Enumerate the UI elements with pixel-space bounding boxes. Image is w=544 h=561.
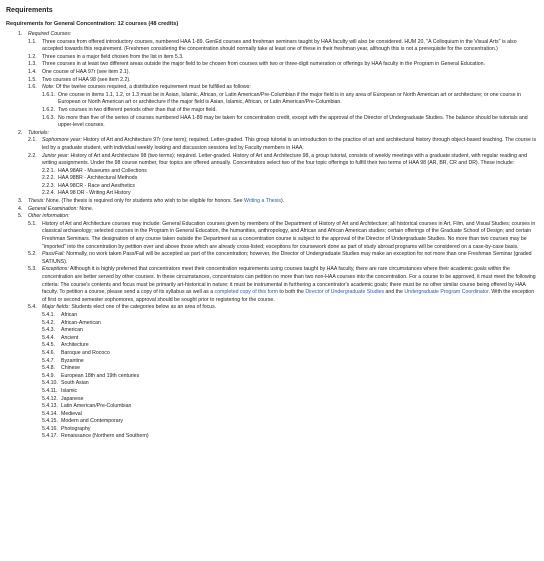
item-text: . With the exception of first or second semester sophomores, approval should be sought prior to registering for the course. xyxy=(42,289,535,303)
program-coordinator-link[interactable]: Undergraduate Program Coordinator xyxy=(404,289,489,296)
section-label: Other information: xyxy=(28,213,70,220)
item-label: Pass/Fail: xyxy=(42,251,65,258)
list-item xyxy=(28,54,538,62)
list-item xyxy=(42,175,538,183)
list-item xyxy=(28,153,538,168)
item-text: Three courses from offered introductory courses, numbered HAA 1-89. GenEd courses and freshman seminars taught by HAA faculty will also be considered. HUM 20, "A Colloquium in the Visual Arts" is also accepted towards this requirement. (Freshmen considering the concentration should normally take at least one of these in their freshman year, although this is not a prerequisite for the concentration.) xyxy=(42,38,517,53)
item-number: 5.4.5. xyxy=(42,342,55,349)
section-number: 5. xyxy=(18,213,23,220)
item-number: 5.4.6. xyxy=(42,349,55,356)
item-number: 5.4. xyxy=(28,304,37,311)
item-text: History of Art and Architecture 97r (one term); required. Letter-graded. This group tutorial is an introduction to the practice of art and architectural history through object-based teaching. The course is led by a graduate student, with individual weekly looking and discussion sessions led by Faculty members in HAA. xyxy=(42,137,537,151)
section-thesis xyxy=(18,198,538,206)
item-text: Although it is highly preferred that concentrators meet their concentration requirements using courses taught by HAA faculty, there are rare circumstances where their academic goals within the concentration are better served by other courses. In these circumstances, concentrators can petition no more than two non-HAA courses into the concentration. For a course to be approved, it must meet the following criteria: The course's contents and focus must be primarily art-historical in nature; it must be instrumental in furthering a concentrator's academic goals; there must be no other similar course being offered by HAA faculty. To petition a course, please send a copy of its syllabus as well as a xyxy=(42,266,536,296)
item-number: 5.2. xyxy=(28,251,37,258)
item-number: 5.4.7. xyxy=(42,357,55,364)
major-field: Modern and Contemporary xyxy=(61,418,123,425)
section-general-examination xyxy=(18,206,538,214)
item-text: Normally, no work taken Pass/Fail will be accepted as part of the concentration; however, the Director of Undergraduate Studies may make an exception for not more than one Freshman Seminar (graded SAT/UNS). xyxy=(42,251,532,265)
section-number: 1. xyxy=(18,31,23,37)
note-label: Note: xyxy=(42,84,55,91)
item-number: 2.2.2. xyxy=(42,175,55,182)
item-text: HAA 98CR - Race and Aesthetics xyxy=(58,182,135,189)
section-label: Thesis: xyxy=(28,198,45,205)
item-text: HAA 98AR - Museums and Collections xyxy=(58,167,147,174)
item-text: ). xyxy=(280,198,285,205)
item-text: History of Art and Architecture 98 (two terms); required. Letter-graded. History of Art and Architecture 98, a group tutorial, consists of weekly meetings with a graduate student, with regular reading and writing assignments. Under the 98 course number, four topics are offered annually. Concentrators select two of the four topic offerings to fulfill their two terms of HAA 98 (AR, BR, CR and DR). These include: xyxy=(42,152,527,167)
item-text: History of Art and Architecture courses may include: General Education courses given by members of the Department of History of Art and Architecture; all historical courses in Art, Film, and Visual Studies; courses in classical archaeology; selected courses in the Program in General Education, the humanities, anthropology, and African and African American studies; certain offerings of the Graduate School of Design; and certain Freshman Seminars. The designation of any course taken outside the Department as a concentration course is subject to the approval of the Director of Undergraduate Studies. No more than two courses may be "imported" into the concentration by petition over and above those which are already cross-listed; exceptions for coursework done as part of study abroad programs will be considered on a case-by-case basis. xyxy=(42,220,536,250)
item-text: and the xyxy=(384,289,405,296)
list-item xyxy=(42,168,538,176)
item-number: 1.6. xyxy=(28,84,37,91)
item-label: Sophomore year: xyxy=(42,137,82,144)
list-item xyxy=(28,61,538,69)
major-field: American xyxy=(61,327,83,334)
item-number: 2.2. xyxy=(28,152,37,159)
item-text: No more than five of the series of courses numbered HAA 1-89 may be taken for concentration credit, except with the approval of the Director of Undergraduate Studies. The balance should be tutorials and upper-level courses. xyxy=(58,114,528,129)
list-item-note xyxy=(28,84,538,92)
item-label: Junior year: xyxy=(42,152,70,159)
list-item xyxy=(42,335,538,343)
list-item xyxy=(42,107,538,115)
list-item xyxy=(42,327,538,335)
major-field: Ancient xyxy=(61,334,79,341)
section-label: Tutorials: xyxy=(28,129,49,136)
item-number: 1.5. xyxy=(28,76,37,83)
item-number: 1.6.3. xyxy=(42,114,55,121)
item-number: 5.4.10. xyxy=(42,380,58,387)
item-number: 5.4.13. xyxy=(42,403,58,410)
item-label: Major fields: xyxy=(42,304,70,311)
item-text: None. xyxy=(77,205,94,212)
major-field: Architecture xyxy=(61,342,89,349)
director-undergraduate-studies-link[interactable]: Director of Undergraduate Studies xyxy=(305,289,385,296)
item-number: 1.6.2. xyxy=(42,106,55,113)
list-item xyxy=(42,365,538,373)
major-field: Medieval xyxy=(61,410,82,417)
section-other-information xyxy=(18,213,538,221)
item-number: 2.2.4. xyxy=(42,190,55,197)
list-item xyxy=(42,190,538,198)
item-number: 5.4.12. xyxy=(42,395,58,402)
item-text: Two courses in two different periods other than that of the major field. xyxy=(58,106,217,113)
section-label: Required Courses: xyxy=(28,31,72,37)
list-item xyxy=(28,251,538,266)
item-number: 2.2.3. xyxy=(42,182,55,189)
item-text: HAA 98 DR - Writing Art History xyxy=(58,190,131,197)
major-field: Islamic xyxy=(61,387,78,394)
section-label: General Examination: xyxy=(28,205,78,212)
list-item xyxy=(28,137,538,152)
list-item xyxy=(42,418,538,426)
list-item xyxy=(42,380,538,388)
item-text: Two courses of HAA 98 (see item 2.2). xyxy=(42,76,131,83)
list-item xyxy=(42,426,538,434)
item-text: One course of HAA 97r (see item 2.1). xyxy=(42,68,130,75)
major-field: African xyxy=(61,311,78,318)
item-number: 5.1. xyxy=(28,220,37,227)
item-text: Three courses in a major field chosen from the list in item 5.3. xyxy=(42,53,184,60)
major-field: African-American xyxy=(61,319,101,326)
page-title: Requirements xyxy=(6,7,53,14)
item-number: 1.1. xyxy=(28,38,37,45)
item-text: Of the twelve courses required, a distribution requirement must be fulfilled as follows: xyxy=(54,84,251,91)
section-number: 3. xyxy=(18,198,23,205)
item-number: 5.4.15. xyxy=(42,418,58,425)
list-item xyxy=(28,304,538,312)
item-number: 5.4.2. xyxy=(42,319,55,326)
section-number: 2. xyxy=(18,129,23,136)
item-number: 1.3. xyxy=(28,61,37,68)
list-item xyxy=(42,92,538,107)
list-item xyxy=(42,312,538,320)
item-number: 5.4.9. xyxy=(42,372,55,379)
major-field: Byzantine xyxy=(61,357,84,364)
list-item xyxy=(42,433,538,441)
item-number: 1.6.1. xyxy=(42,91,55,98)
petition-form-link[interactable]: completed copy of this form xyxy=(214,289,278,296)
list-item xyxy=(28,266,538,304)
item-text: to both the xyxy=(277,289,306,296)
item-number: 5.4.8. xyxy=(42,365,55,372)
item-number: 5.4.11. xyxy=(42,387,58,394)
list-item xyxy=(28,39,538,54)
item-number: 5.3. xyxy=(28,266,37,273)
list-item xyxy=(42,342,538,350)
item-text: Students elect one of the categories below as an area of focus. xyxy=(69,304,217,311)
item-number: 2.1. xyxy=(28,137,37,144)
list-item xyxy=(28,77,538,85)
major-field: Chinese xyxy=(61,365,81,372)
list-item xyxy=(42,396,538,404)
list-item xyxy=(42,183,538,191)
item-number: 1.2. xyxy=(28,53,37,60)
major-field: Latin American/Pre-Columbian xyxy=(61,403,132,410)
section-tutorials xyxy=(18,130,538,138)
item-text: Three courses in at least two different areas outside the major field to be chosen from courses with two or three-digit numeration or offerings by HAA faculty in the Program in General Education. xyxy=(42,61,485,68)
list-item xyxy=(28,69,538,77)
page-subtitle: Requirements for General Concentration: 12 courses (48 credits) xyxy=(6,21,179,27)
item-number: 5.4.3. xyxy=(42,327,55,334)
item-label: Exceptions: xyxy=(42,266,69,273)
item-number: 5.4.4. xyxy=(42,334,55,341)
item-number: 5.4.14. xyxy=(42,410,58,417)
item-text: One course in items 1.1, 1.2, or 1.3 must be in Asian, Islamic, African, or Latin American/Pre-Columbian if the major field is in any area of European or North American art or architecture; or one course in European or North American art or architecture if the major field is Asian, Islamic, African, or Latin American/Pre-Columbian. xyxy=(58,91,522,106)
item-number: 5.4.17. xyxy=(42,433,58,440)
major-field: South Asian xyxy=(61,380,89,387)
writing-thesis-link[interactable]: Writing a Thesis xyxy=(243,198,281,205)
list-item xyxy=(42,350,538,358)
section-required-courses xyxy=(18,31,538,39)
major-field: Photography xyxy=(61,425,91,432)
major-field: Baroque and Rococo xyxy=(61,349,110,356)
major-field: Renaissance (Northern and Southern) xyxy=(61,433,149,440)
item-number: 5.4.16. xyxy=(42,425,58,432)
major-field: European 18th and 19th centuries xyxy=(61,372,140,379)
list-item xyxy=(42,403,538,411)
item-text: HAA 98BR - Architectural Methods xyxy=(58,175,138,182)
item-text: None. (The thesis is required only for students who wish to be eligible for honors. See xyxy=(44,198,244,205)
item-number: 1.4. xyxy=(28,68,37,75)
section-number: 4. xyxy=(18,205,23,212)
list-item xyxy=(28,221,538,251)
list-item xyxy=(42,320,538,328)
list-item xyxy=(42,115,538,130)
major-field: Japanese xyxy=(61,395,84,402)
item-number: 5.4.1. xyxy=(42,311,55,318)
list-item xyxy=(42,411,538,419)
list-item xyxy=(42,388,538,396)
list-item xyxy=(42,358,538,366)
list-item xyxy=(42,373,538,381)
item-number: 2.2.1. xyxy=(42,167,55,174)
